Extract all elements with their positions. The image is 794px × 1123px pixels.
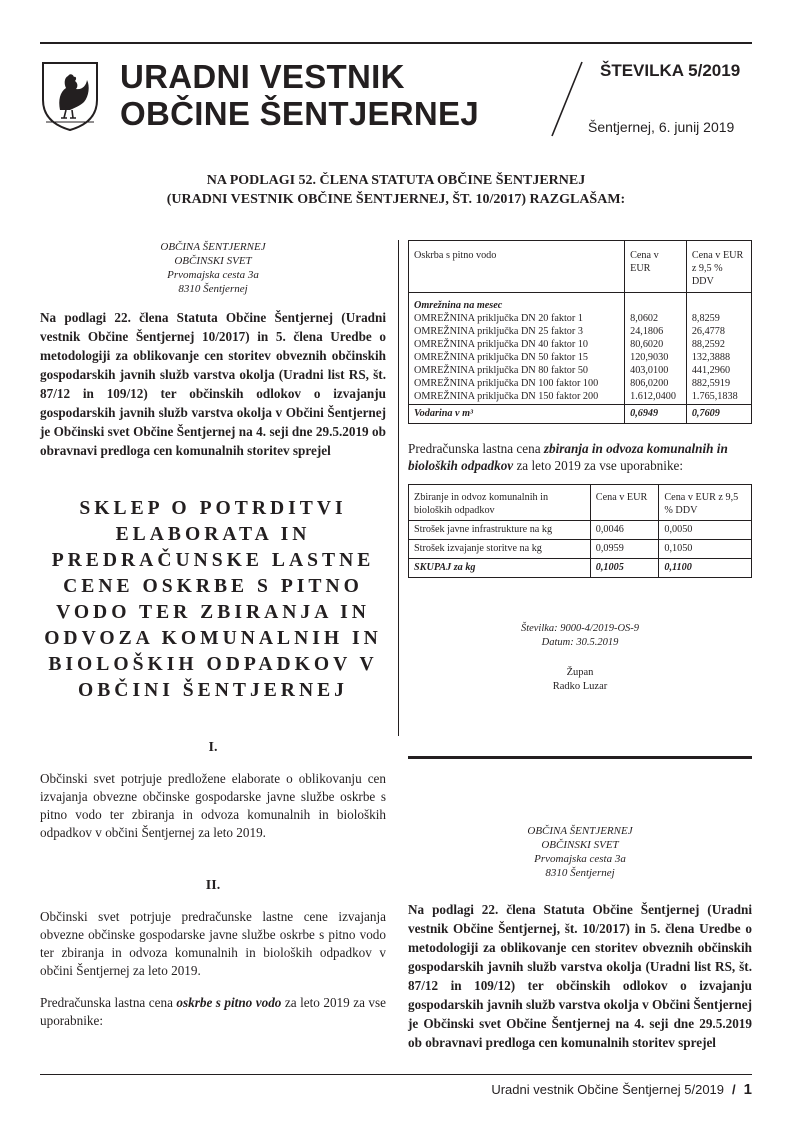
legal-basis-intro: Na podlagi 22. člena Statuta Občine Šentjernej (Uradni vestnik Občine Šentjernej 10/2017) in 5. člena Uredbe o metodologiji za oblikovanje cen storitev obveznih občinskih gospodarskih javnih služb varstva okolja (Uradni list RS, št. 87/12 in 109/12) ter občinskih odlokov o izvajanju gospodarskih javnih služb varstva okolja v Občini Šentjernej je Občinski svet Občine Šentjernej na 4. seji dne 29.5.2019 ob obravnavi predloga cen komunalnih storitev sprejel [40, 310, 386, 458]
ddv-cell [686, 293, 751, 405]
network-fee-subheading: Omrežnina na mesec [414, 300, 503, 311]
table-body [409, 293, 752, 405]
section-2-text: Občinski svet potrjuje predračunske lastne cene izvajanja obvezne občinske gospodarske javne službe oskrbe s pitno vodo ter zbiranja in odvoza komunalnih in bioloških odpadkov v občini Šentjernej za leto 2019. [40, 909, 386, 978]
table-row-ddv: 26,4778 [691, 326, 725, 337]
table-row-water-rate [409, 405, 752, 424]
address-line-2: OBČINSKI SVET [174, 255, 252, 267]
page-footer [491, 1081, 752, 1098]
section-2-heading: II. [205, 878, 221, 893]
waste-price-intro-end: za leto 2019 za vse uporabnike: [513, 458, 684, 473]
table-row-eur: 8,0602 [630, 313, 659, 324]
issuer-address [40, 240, 386, 296]
address-line-1: OBČINA ŠENTJERNEJ [160, 241, 266, 253]
waste-price-intro-bold: zbiranja in odvoza komunalnih in bioloških odpadkov [408, 441, 728, 473]
legal-basis-intro-2: Na podlagi 22. člena Statuta Občine Šentjernej (Uradni vestnik Občine Šentjernej, št. 10/2017) in 5. člena Uredbe o metodologiji za oblikovanje cen storitev obveznih občinskih gospodarskih javnih služb varstva okolja (Uradni list RS, št. 87/12 in 109/12) ter občinskih odlokov o izvajanju gospodarskih javnih služb varstva okolja v Občini Šentjernej je Občinski svet Občine Šentjernej na 4. seji dne 29.5.2019 ob obravnavi predloga cen komunalnih storitev sprejel [408, 902, 753, 1050]
table-row-ddv: 132,3888 [691, 352, 731, 363]
water-rate-eur: 0,6949 [625, 405, 687, 424]
table-row-eur: 806,0200 [630, 378, 669, 389]
address-line-2: OBČINSKI SVET [541, 839, 619, 851]
table-row-ddv: 882,5919 [691, 378, 731, 389]
header-cell: Oskrba s pitno vodo [409, 241, 625, 293]
total-label: SKUPAJ za kg [409, 559, 591, 578]
table-row-eur: 0,0046 [590, 521, 659, 540]
table-row-label: Strošek izvajanje storitve na kg [409, 540, 591, 559]
issuer-address-2 [408, 824, 752, 880]
waste-price-intro [408, 440, 752, 474]
address-line-3: Prvomajska cesta 3a [534, 853, 626, 865]
table-row-eur: 1.612,0400 [630, 391, 676, 402]
title-line-1: URADNI VESTNIK [120, 58, 405, 95]
water-price-intro [40, 994, 386, 1030]
header-cell: Cena v EUR z 9,5 % DDV [659, 485, 752, 521]
publication-title [120, 58, 479, 132]
title-line-2: OBČINE ŠENTJERNEJ [120, 95, 480, 132]
issue-date: Šentjernej, 6. junij 2019 [588, 119, 735, 135]
total-ddv: 0,1100 [659, 559, 752, 578]
water-price-table [408, 240, 752, 424]
header-cell: Cena v EUR [625, 241, 687, 293]
table-row-label: Strošek javne infrastrukture na kg [409, 521, 591, 540]
table-row-eur: 0,0959 [590, 540, 659, 559]
table-row-eur: 403,0100 [630, 365, 669, 376]
document-number: Številka: 9000-4/2019-OS-9 [520, 623, 640, 634]
header-cell: Cena v EUR z 9,5 % DDV [686, 241, 751, 293]
water-rate-ddv: 0,7609 [686, 405, 751, 424]
address-line-1: OBČINA ŠENTJERNEJ [527, 825, 633, 837]
table-row [409, 521, 752, 540]
issue-number: ŠTEVILKA 5/2019 [600, 61, 741, 80]
waste-price-table [408, 484, 752, 578]
table-row-ddv: 441,2960 [691, 365, 731, 376]
table-row-label: OMREŽNINA priključka DN 150 faktor 200 [414, 391, 599, 402]
table-row-label: OMREŽNINA priključka DN 100 faktor 100 [414, 378, 599, 389]
table-row-eur: 24,1806 [630, 326, 664, 337]
preamble [40, 171, 752, 209]
table-row [409, 540, 752, 559]
header-slash-divider [542, 60, 592, 138]
table-row-ddv: 8,8259 [691, 313, 720, 324]
table-row-label: OMREŽNINA priključka DN 50 faktor 15 [414, 352, 589, 363]
footer-separator: / [732, 1082, 736, 1097]
header-cell: Cena v EUR [590, 485, 659, 521]
address-line-3: Prvomajska cesta 3a [167, 269, 259, 281]
eur-cell [625, 293, 687, 405]
decision-title: SKLEP O POTRDITVI ELABORATA IN PREDRAČUNSKE LASTNE CENE OSKRBE S PITNO VODO TER ZBIRANJA IN ODVOZA KOMUNALNIH IN BIOLOŠKIH ODPADKOV V OBČINI ŠENTJERNEJ [44, 498, 382, 701]
footer-rule [40, 1074, 752, 1075]
section-separator [408, 756, 752, 759]
water-price-intro-bold: oskrbe s pitno vodo [176, 995, 282, 1010]
table-row-ddv: 1.765,1838 [691, 391, 738, 402]
water-rate-label: Vodarina v m³ [409, 405, 625, 424]
page-number: 1 [743, 1081, 752, 1098]
water-price-intro-start: Predračunska lastna cena [40, 995, 177, 1010]
footer-publication: Uradni vestnik Občine Šentjernej 5/2019 [491, 1082, 725, 1097]
table-header-row [409, 241, 752, 293]
right-column [408, 240, 752, 694]
table-row-label: OMREŽNINA priključka DN 80 faktor 50 [414, 365, 589, 376]
column-divider [398, 240, 399, 736]
header-cell: Zbiranje in odvoz komunalnih in bioloških odpadkov [409, 485, 591, 521]
table-row-label: OMREŽNINA priključka DN 40 faktor 10 [414, 339, 589, 350]
top-rule [40, 42, 752, 44]
signer-name: Radko Luzar [552, 681, 608, 692]
waste-price-intro-start: Predračunska lastna cena [408, 441, 544, 456]
signature-block [408, 622, 752, 694]
table-row-eur: 80,6020 [630, 339, 664, 350]
table-row-label: OMREŽNINA priključka DN 20 faktor 1 [414, 313, 583, 324]
table-row-ddv: 0,0050 [659, 521, 752, 540]
table-row-ddv: 88,2592 [691, 339, 725, 350]
table-row-total [409, 559, 752, 578]
preamble-line-1: NA PODLAGI 52. ČLENA STATUTA OBČINE ŠENTJERNEJ [206, 173, 586, 188]
label-cell [409, 293, 625, 405]
table-row-eur: 120,9030 [630, 352, 669, 363]
document-date: Datum: 30.5.2019 [541, 637, 619, 648]
total-eur: 0,1005 [590, 559, 659, 578]
address-line-4: 8310 Šentjernej [178, 283, 248, 295]
table-header-row [409, 485, 752, 521]
signer-role: Župan [566, 667, 594, 678]
address-line-4: 8310 Šentjernej [545, 867, 615, 879]
water-price-intro-end: za leto 2019 za vse uporabnike: [40, 995, 386, 1028]
table-row-label: OMREŽNINA priključka DN 25 faktor 3 [414, 326, 583, 337]
table-row-ddv: 0,1050 [659, 540, 752, 559]
coat-of-arms-rooster-icon [40, 60, 100, 132]
section-1-heading: I. [208, 740, 218, 755]
left-column [40, 240, 386, 1030]
preamble-line-2: (URADNI VESTNIK OBČINE ŠENTJERNEJ, ŠT. 10/2017) RAZGLAŠAM: [166, 192, 626, 207]
section-1-text: Občinski svet potrjuje predložene elaborate o oblikovanju cen izvajanja obvezne občinske gospodarske javne službe oskrbe s pitno vodo ter zbiranja in odvoza komunalnih in bioloških odpadkov v občini Šentjernej za leto 2019. [40, 771, 386, 840]
